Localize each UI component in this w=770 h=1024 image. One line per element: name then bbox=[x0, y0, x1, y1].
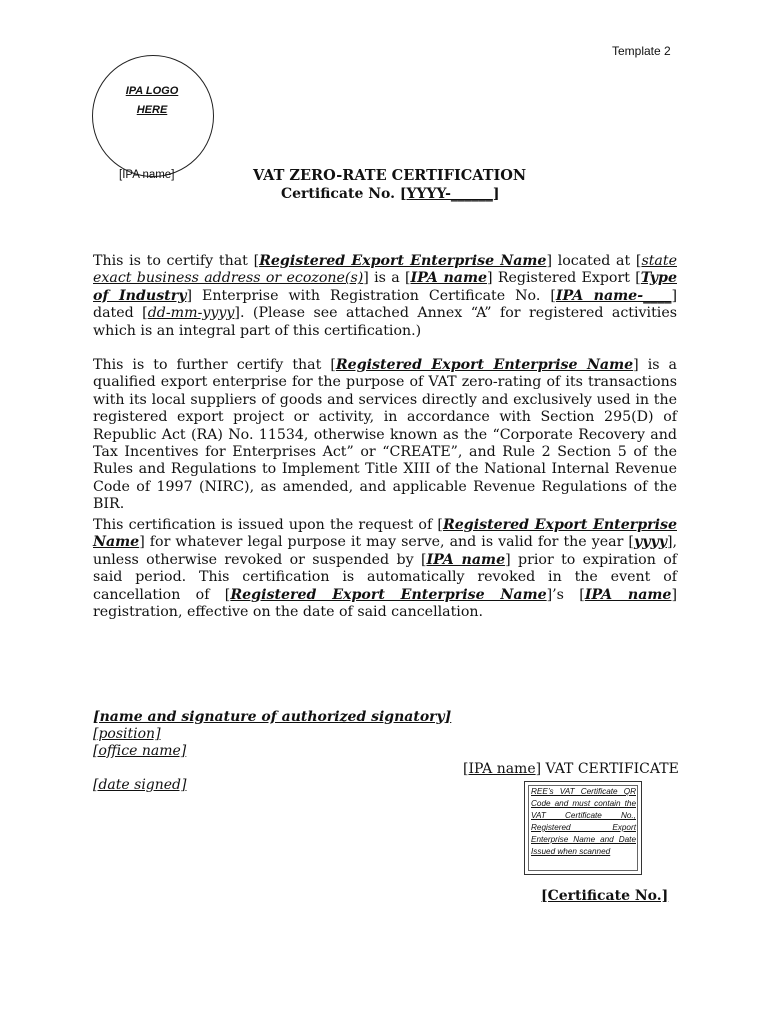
text: ] is a qualified export enterprise for the purpose of VAT zero-rating of its transactions with its local suppliers of goods and services directly and exclusively used in the registered export project or activity, in accordance with Section 295(D) of Republic Act (RA) No. 11534, otherwise known as the “Corporate Recovery and Tax Incentives for Enterprises Act” or “CREATE”, and Rule 2 Section 5 of the Rules and Regulations to Implement Title XIII of the National Internal Revenue Code of 1997 (NIRC), as amended, and applicable Revenue Regulations of the BIR. bbox=[93, 357, 677, 513]
ree-name-field: Registered Export Enterprise Name bbox=[93, 517, 677, 551]
text: ]. (Please see attached Annex “A” for registered activities which is an integral part of this certification.) bbox=[93, 305, 677, 339]
ree-name-field: Registered Export Enterprise Name bbox=[259, 253, 547, 269]
qr-code-placeholder bbox=[524, 781, 642, 875]
logo-line-2: HERE bbox=[136, 104, 168, 116]
text: ] is a [ bbox=[363, 270, 411, 287]
logo-line-1: IPA LOGO bbox=[125, 85, 179, 97]
text: ] prior to expiration of said period. This certification is automatically revoked in the event of cancellation of [ bbox=[93, 551, 678, 603]
industry-field: Type of Industry bbox=[93, 270, 677, 304]
year-field: yyyy bbox=[633, 534, 667, 551]
paragraph-further-certify bbox=[93, 357, 677, 514]
ree-name-field-2: Registered Export Enterprise Name bbox=[230, 586, 547, 603]
certificate-number bbox=[281, 186, 500, 202]
signatory-office: [office name] bbox=[93, 743, 187, 759]
text: This is to certify that [ bbox=[93, 253, 260, 269]
text: This is to further certify that [ bbox=[93, 357, 336, 373]
address-field: state exact business address or ecozone(s) bbox=[93, 253, 677, 287]
date-signed: [date signed] bbox=[93, 777, 187, 793]
template-label: Template 2 bbox=[612, 44, 671, 58]
cert-no-value: YYYY-______ bbox=[406, 186, 493, 202]
text: This certification is issued upon the request of [ bbox=[93, 517, 443, 533]
text: ] registration, effective on the date of said cancellation. bbox=[93, 586, 677, 621]
vat-ipa-name: IPA name bbox=[468, 761, 536, 777]
text: ] Registered Export [ bbox=[487, 270, 641, 287]
cert-no-suffix: ] bbox=[492, 186, 500, 202]
signatory-name: [name and signature of authorized signatory] bbox=[93, 709, 452, 725]
ipa-name-field: IPA name bbox=[426, 551, 506, 568]
cert-no-prefix: Certificate No. [ bbox=[281, 186, 407, 202]
registration-number-field: IPA name-____ bbox=[555, 287, 672, 304]
ipa-name-field: IPA name bbox=[410, 270, 488, 287]
ipa-name-label: [IPA name] bbox=[119, 169, 175, 181]
text: ] dated [ bbox=[93, 287, 678, 322]
text: ] Enterprise with Registration Certificate No. [ bbox=[186, 287, 556, 304]
ree-name-field: Registered Export Enterprise Name bbox=[335, 357, 634, 373]
ipa-name-field-2: IPA name bbox=[584, 586, 672, 603]
document-title: VAT ZERO-RATE CERTIFICATION bbox=[253, 167, 527, 184]
date-field: dd-mm-yyyy bbox=[147, 305, 235, 322]
text: ] located at [ bbox=[546, 253, 642, 269]
logo-placeholder-text bbox=[96, 82, 208, 120]
text: ]’s [ bbox=[546, 586, 585, 603]
paragraph-issuance bbox=[93, 517, 677, 621]
signatory-position: [position] bbox=[93, 726, 161, 742]
text: ] for whatever legal purpose it may serve, and is valid for the year [ bbox=[139, 534, 634, 551]
paragraph-certify bbox=[93, 253, 677, 340]
vat-certificate-label: [IPA name] VAT CERTIFICATE bbox=[463, 761, 679, 777]
qr-code-instructions: REE’s VAT Certificate QR Code and must contain the VAT Certificate No., Registered Export Enterprise Name and Date Issued when scanned bbox=[531, 787, 636, 856]
vat-certificate-text: VAT CERTIFICATE bbox=[545, 761, 679, 777]
certificate-number-bottom: [Certificate No.] bbox=[541, 888, 669, 904]
text: ], unless otherwise revoked or suspended by [ bbox=[93, 534, 677, 568]
